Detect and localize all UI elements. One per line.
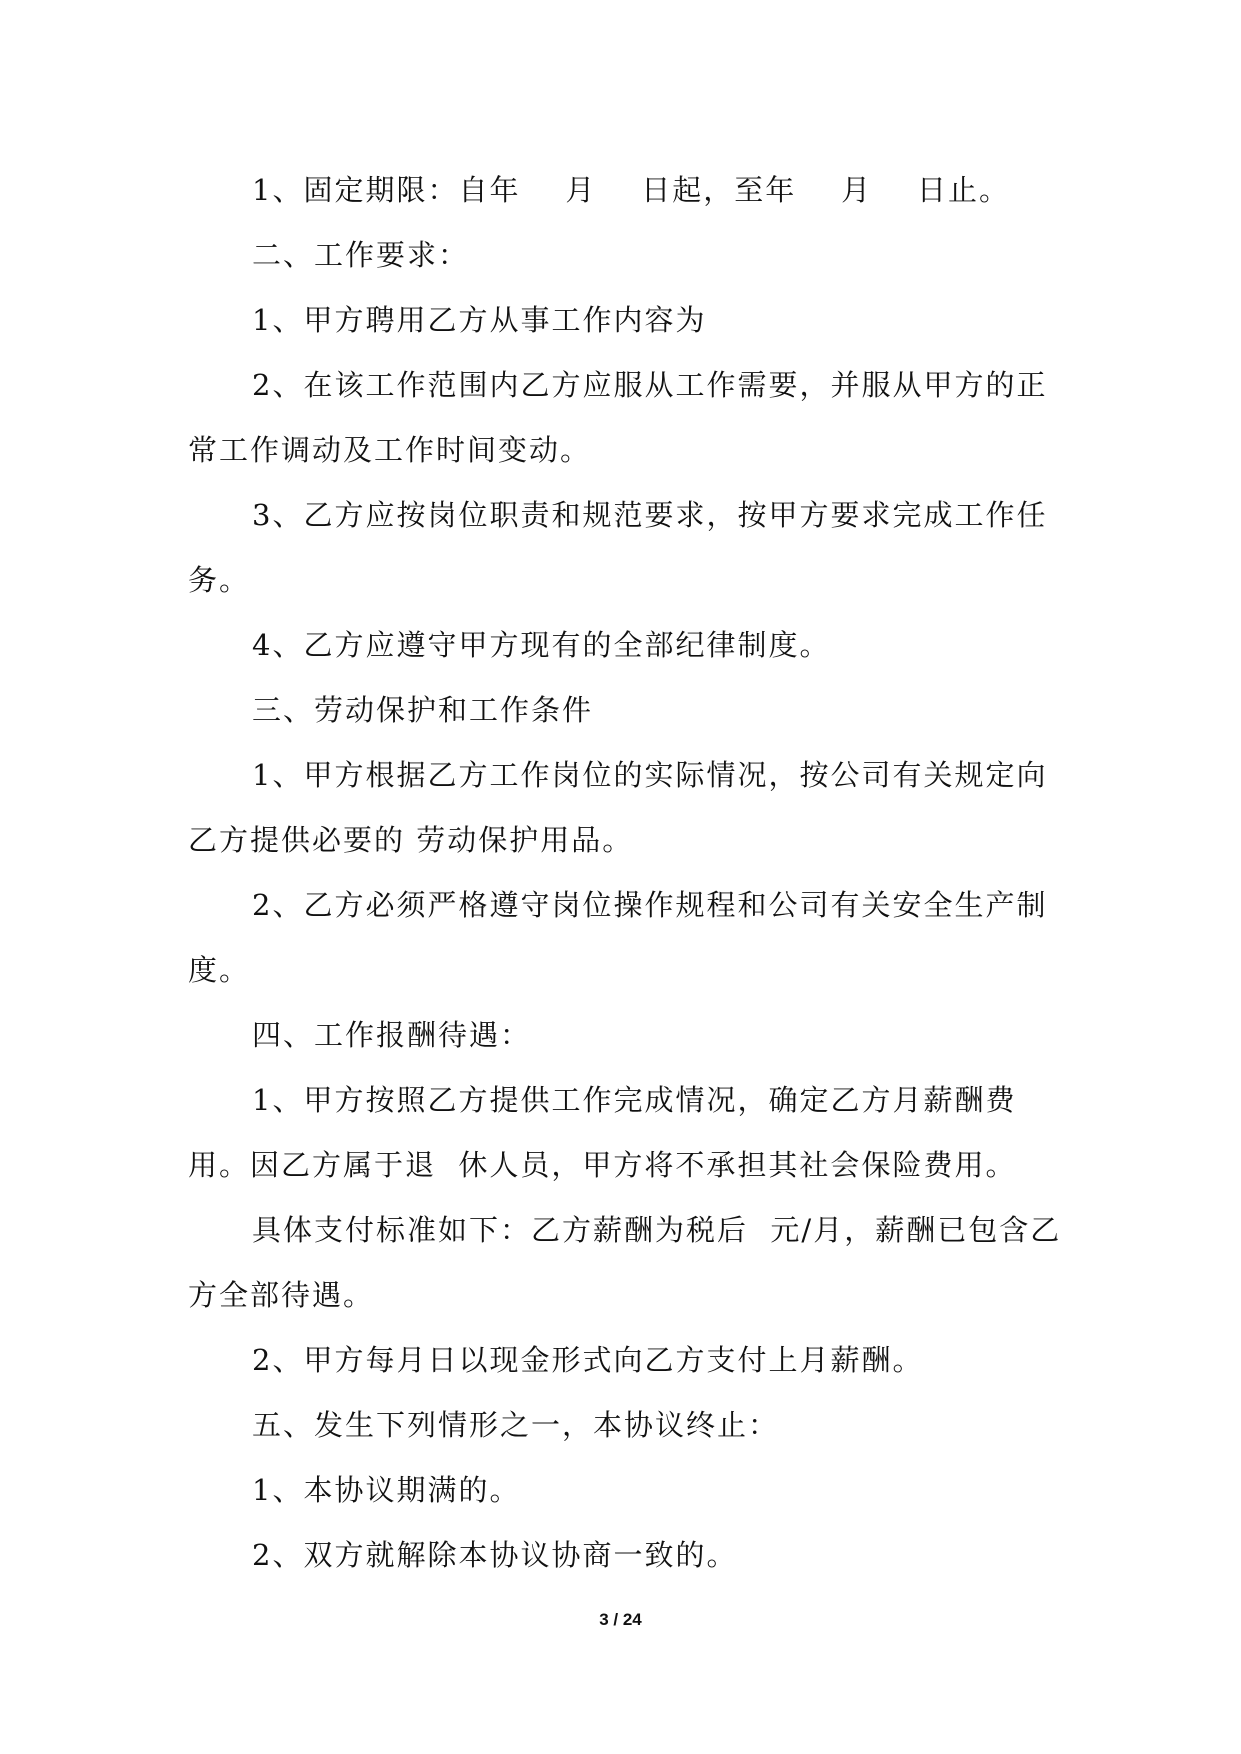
paragraph-payment-standard: 具体支付标准如下：乙方薪酬为税后 元/月，薪酬已包含乙方全部待遇。 xyxy=(188,1213,1062,1312)
heading-compensation: 四、工作报酬待遇： xyxy=(252,1018,532,1052)
page-number: 3 / 24 xyxy=(599,1610,642,1629)
paragraph-job-duties: 3、乙方应按岗位职责和规范要求，按甲方要求完成工作任务。 xyxy=(188,498,1048,597)
paragraph-job-content: 1、甲方聘用乙方从事工作内容为 xyxy=(252,303,707,337)
heading-labor-protection: 三、劳动保护和工作条件 xyxy=(252,693,594,727)
paragraph-fixed-term: 1、固定期限：自年 月 日起，至年 月 日止。 xyxy=(252,173,1010,207)
paragraph-payment-date: 2、甲方每月日以现金形式向乙方支付上月薪酬。 xyxy=(252,1343,924,1377)
paragraph-safety-rules: 2、乙方必须严格遵守岗位操作规程和公司有关安全生产制度。 xyxy=(188,888,1048,987)
document-body xyxy=(188,158,1068,1588)
heading-work-requirements: 二、工作要求： xyxy=(252,238,470,272)
paragraph-mutual-termination: 2、双方就解除本协议协商一致的。 xyxy=(252,1538,738,1572)
heading-termination: 五、发生下列情形之一，本协议终止： xyxy=(252,1408,780,1442)
paragraph-obey-work-needs: 2、在该工作范围内乙方应服从工作需要，并服从甲方的正常工作调动及工作时间变动。 xyxy=(188,368,1048,467)
paragraph-monthly-pay: 1、甲方按照乙方提供工作完成情况，确定乙方月薪酬费用。因乙方属于退 休人员，甲方将不承担其社会保险费用。 xyxy=(188,1083,1017,1182)
paragraph-discipline: 4、乙方应遵守甲方现有的全部纪律制度。 xyxy=(252,628,831,662)
paragraph-protective-equipment: 1、甲方根据乙方工作岗位的实际情况，按公司有关规定向乙方提供必要的 劳动保护用品。 xyxy=(188,758,1048,857)
paragraph-term-expired: 1、本协议期满的。 xyxy=(252,1473,521,1507)
